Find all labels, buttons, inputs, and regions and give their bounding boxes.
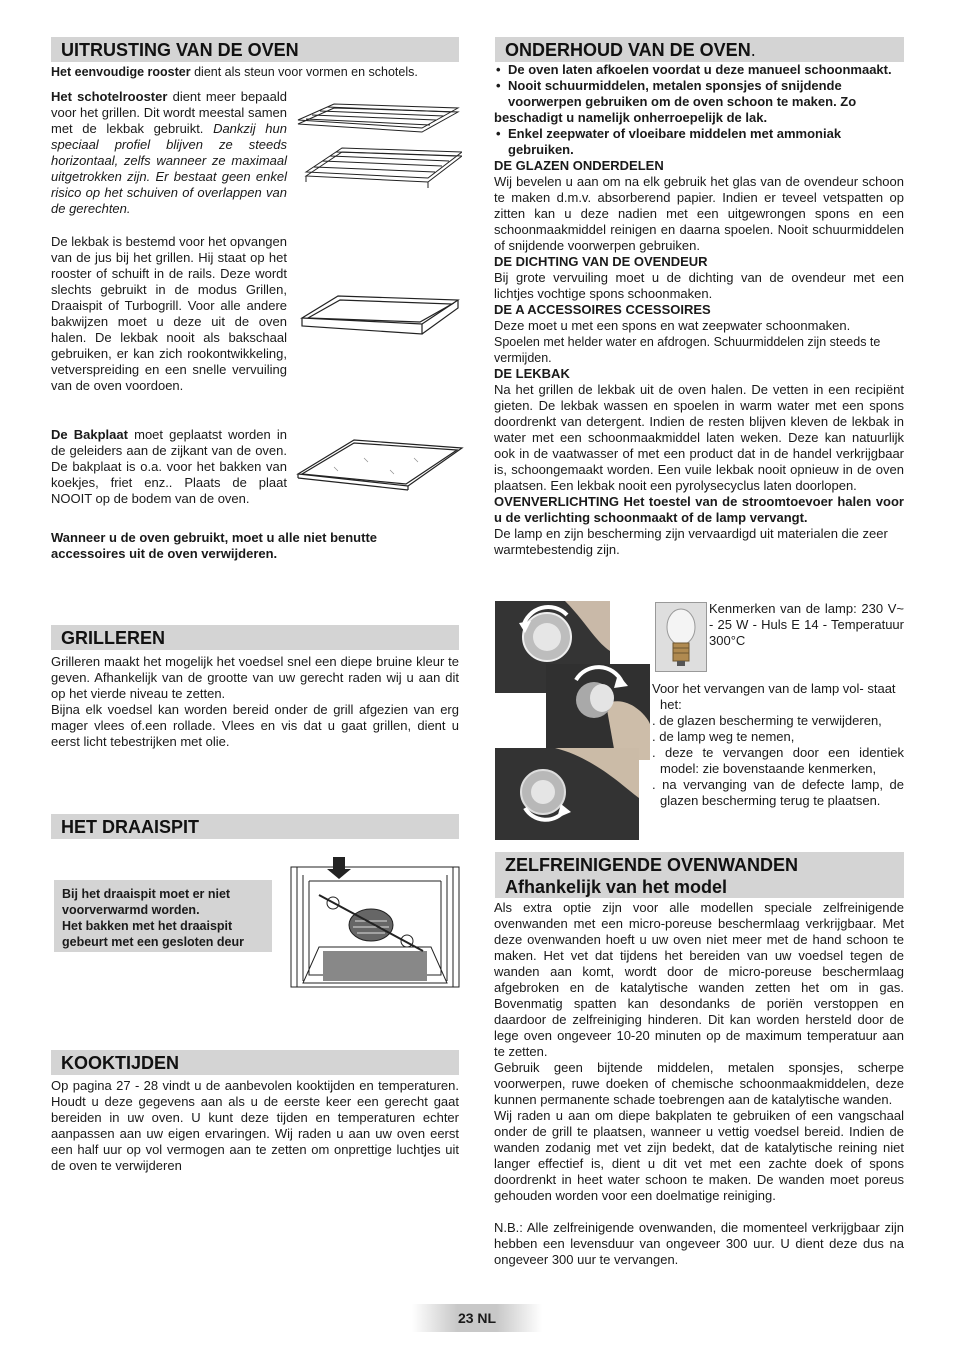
lamp-step: . de lamp weg te nemen,: [652, 729, 795, 744]
grill-paragraph-1: Grilleren maakt het mogelijk het voedsel snel een diepe bruine kleur te geven. Afhankelijk van de grootte van uw gerecht raden wij u aan dit op het vierde niveau te zetten.: [51, 654, 459, 701]
self-cleaning-paragraph-3: Wij raden u aan om diepe bakplaten te gebruiken of een vangschaal onder de grill te plaatsen, wanneer u vettig voedsel bereid. Indien de wanden zodanig met vet zijn bedekt, dat de katalytische reining niet langer effectief is, dient u dit vet met een zachte doek of spons doordrenkt in heet water schoon te maken. De wanden moet poreus gehouden worden voor een doelmatige reiniging.: [494, 1108, 904, 1203]
glass-heading: DE GLAZEN ONDERDELEN: [494, 158, 664, 173]
lamp-photo-3: [495, 748, 639, 840]
baking-plate-illustration: [294, 434, 464, 494]
rotisserie-note-line-2: Het bakken met het draaispit gebeurt met een gesloten deur: [62, 919, 244, 949]
maintenance-bullets-2: [494, 126, 904, 158]
section-header-grill: GRILLEREN: [51, 625, 459, 650]
seal-heading: DE DICHTING VAN DE OVENDEUR: [494, 254, 708, 269]
self-cleaning-text: [494, 900, 904, 1268]
section-header-maintenance: ONDERHOUD VAN DE OVEN.: [495, 37, 904, 62]
maintenance-bullet2-continuation: beschadigt u namelijk onherroepelijk de lak.: [494, 110, 768, 125]
accessories-warning: Wanneer u de oven gebruikt, moet u alle niet benutte accessoires uit de oven verwijderen.: [51, 530, 378, 561]
lamp-bulb-photo: [655, 602, 707, 672]
seal-text: Bij grote vervuiling moet u de dichting van de ovendeur met een lichtjes vochtige spons schoonmaken.: [494, 270, 904, 301]
self-cleaning-subtitle: Afhankelijk van het model: [505, 877, 728, 897]
drip-tray-heading: DE LEKBAK: [494, 366, 570, 381]
self-cleaning-note: N.B.: Alle zelfreinigende ovenwanden, die momenteel verkrijgbaar zijn hebben een levensduur van ongeveer 300 uur. U dient deze dus na ongeveer 300 uur te vervangen.: [494, 1220, 904, 1267]
section-header-cooking-times: KOOKTIJDEN: [51, 1050, 459, 1075]
page-number: 23 NL: [412, 1304, 542, 1332]
list-item: • Nooit schuurmiddelen, metalen sponsjes of snijdende voorwerpen gebruiken om de oven schoon te maken. Zo: [494, 78, 904, 110]
cooking-times-text: Op pagina 27 - 28 vindt u de aanbevolen kooktijden en temperaturen. Houdt u deze gegevens aan als u de eerste keer een gerecht gaat bereiden in uw oven. U kunt deze tijden en temperaturen echter aanpassen aan uw eigen ervaringen. Wij raden u aan uw oven eerst een half uur op vol vermogen aan te zetten om onprettige luchtjes uit de oven te verwijderen: [51, 1078, 459, 1173]
drip-tray-paragraph: De lekbak is bestemd voor het opvangen van de jus bij het grillen. Hij staat op het rooster of schuift in de rails. Deze wordt slechts gebruikt in de modus Grillen, Draaispit of Turbogrill. Voor alle andere bakwijzen moet u deze uit de oven halen. De lekbak nooit als bakschaal gebruiken, er kan zich rookontwikkeling, vetverspreiding en een snelle vervuiling van de oven voordoen.: [51, 234, 287, 393]
lamp-step: . na vervanging van de defecte lamp, de glazen bescherming terug te plaatsen.: [652, 777, 904, 808]
baking-plate-paragraph: De Bakplaat moet geplaatst worden in de geleiders aan de zijkant van de oven. De bakplaat is o.a. voor het bakken van koekjes, friet enz.. Plaats de plaat NOOIT op de bodem van de oven.: [51, 427, 287, 506]
list-item: • De oven laten afkoelen voordat u deze manueel schoonmaakt.: [494, 62, 904, 78]
dish-rack-paragraph: Het schotelrooster dient meer bepaald voor het grillen. Dit wordt meestal samen met de lekbak gebruikt. Dankzij hun speciaal profiel blijven ze steeds horizontaal, zelfs wanneer ze maximaal uitgetrokken zijn. Er bestaat geen enkel risico op het schuiven of overlappen van de gerechten.: [51, 89, 287, 216]
rotisserie-note-line-1: Bij het draaispit moet er niet voorverwarmd worden.: [62, 887, 231, 917]
section-header-rotisserie: HET DRAAISPIT: [51, 814, 459, 839]
rotisserie-illustration: [289, 855, 461, 989]
maintenance-block: [494, 62, 904, 558]
accessories-text: Deze moet u met een spons en wat zeepwater schoonmaken.: [494, 318, 851, 333]
drip-tray-illustration: [298, 292, 463, 342]
rack-paragraph: Het eenvoudige rooster dient als steun voor vormen en schotels.: [51, 65, 418, 79]
lamp-instructions: [652, 681, 904, 809]
lamp-specs: Kenmerken van de lamp: 230 V~ - 25 W - Huls E 14 - Temperatuur 300°C: [709, 601, 904, 648]
self-cleaning-paragraph-1: Als extra optie zijn voor alle modellen speciale zelfreinigende ovenwanden met een micro-poreuse beschermlaag verkrijgbaar. Met deze ovenwanden hoeft u uw oven niet meer met de hand schoon te maken. Het vet dat tijdens het bereiden van uw voedsel tegen de wanden aan komt, wordt door de micro-poreuse beschermlaag afgebroken en de katalytische wanden zetten het om in gas. Bovenmatig spatten kan desondanks de poriën verstoppen en daardoor de zelfreiniging hinderen. Dit kan worden hersteld door de lege oven ongeveer 10-20 minuten op de maximum temperatuur aan te zetten.: [494, 900, 904, 1059]
maintenance-bullets: [494, 62, 904, 110]
rotisserie-note: [54, 880, 272, 952]
lamp-photo-2: [546, 664, 650, 760]
self-cleaning-paragraph-2: Gebruik geen bijtende middelen, metalen sponsjes, scherpe voorwerpen, ruwe doeken of chemische schoonmaakmiddelen, deze kunnen permanente schade toebrengen aan de katalytische wanden.: [494, 1060, 904, 1107]
list-item: • Enkel zeepwater of vloeibare middelen met ammoniak gebruiken.: [494, 126, 904, 158]
self-cleaning-title: ZELFREINIGENDE OVENWANDEN: [505, 855, 799, 875]
section-header-equipment: UITRUSTING VAN DE OVEN: [51, 37, 459, 62]
wire-rack-illustration: [292, 98, 462, 190]
lamp-step: . de glazen bescherming te verwijderen,: [652, 713, 882, 728]
glass-text: Wij bevelen u aan om na elk gebruik het glas van de ovendeur schoon te maken d.m.v. absorberend papier. Indien er teveel vetspatten op zitten kan u deze nadien met een uitgewrongen spons en een schoonmaakmiddel reinigen en daarna spoelen. Nooit schuurmiddelen of snijdende voorwerpen gebruiken.: [494, 174, 904, 253]
lamp-step: . deze te vervangen door een identiek model: zie bovenstaande kenmerken,: [652, 745, 904, 776]
drip-tray-text: Na het grillen de lekbak uit de oven halen. De vetten in een recipiënt gieten. De lekbak wassen en spoelen in warm water met een spons doordrenkt van detergent. Indien de resten blijven kleven de lekbak in water met een schoonmaakmiddel laten weken. Deze kan natuurlijk ook in de vaatwasser of met een product dat in de handel verkrijgbaar is, schoongemaakt worden. Een vuile lekbak nooit opnieuw in de oven plaatsen. Een lekbak nooit een pyrolysecyclus laten doorlopen.: [494, 382, 904, 493]
oven-light-text: De lamp en zijn bescherming zijn vervaardigd uit materialen die zeer warmtebestendig zijn.: [494, 526, 888, 557]
accessories-text-2: Spoelen met helder water en afdrogen. Schuurmiddelen zijn steeds te vermijden.: [494, 335, 881, 365]
lamp-intro: Voor het vervangen van de lamp vol- staat het:: [652, 681, 896, 712]
grill-text: [51, 654, 459, 750]
oven-light-warning: OVENVERLICHTING Het toestel van de stroomtoevoer halen voor u de verlichting schoonmaakt of de lamp vervangt.: [494, 494, 904, 525]
grill-paragraph-2: Bijna elk voedsel kan worden bereid onder de grill afgezien van erg mager vlees of.een rollade. Vlees en vis dat u gaat grillen, dient u eerst licht tebestrijken met olie.: [51, 702, 459, 749]
down-arrow-icon: [327, 857, 351, 879]
accessories-heading: DE A ACCESSOIRES CCESSOIRES: [494, 302, 711, 317]
section-header-self-cleaning: [495, 852, 904, 898]
